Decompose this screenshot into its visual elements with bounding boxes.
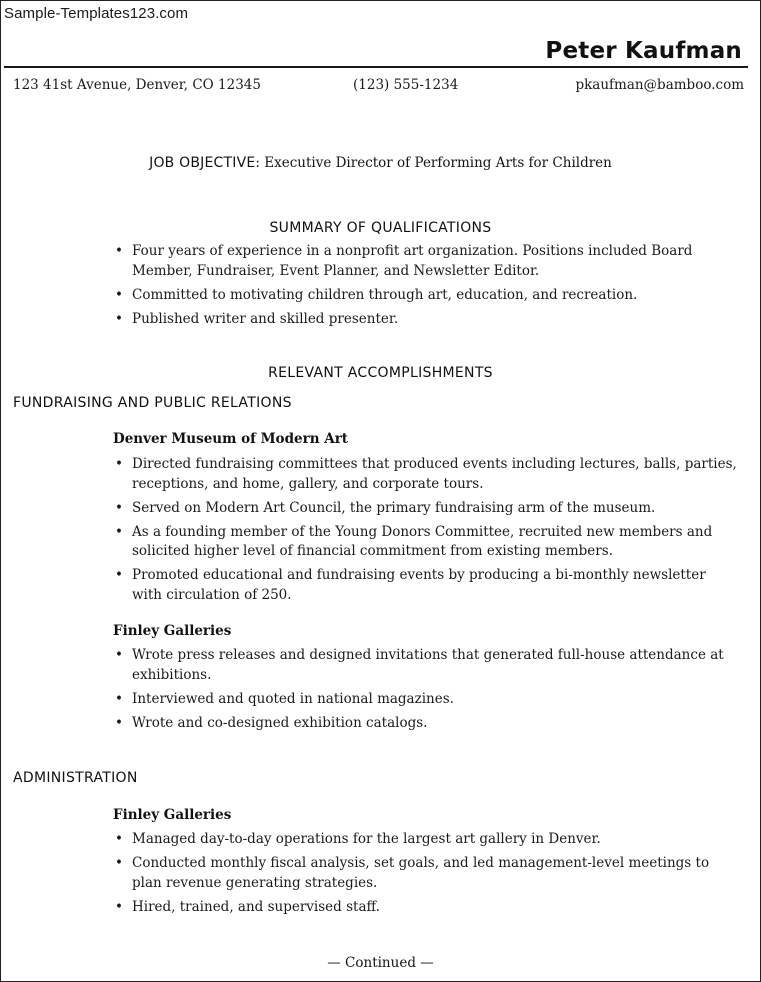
candidate-name: Peter Kaufman (545, 38, 742, 64)
list-item: • Four years of experience in a nonprofit art organization. Positions included Board Member, Fundraiser, Event Planner, and Newsletter Editor. (113, 242, 738, 281)
list-item: • Directed fundraising committees that produced events including lectures, balls, parties, receptions, and home, gallery, and corporate tours. (113, 455, 738, 494)
header-rule (4, 66, 748, 68)
accomplishments-heading: RELEVANT ACCOMPLISHMENTS (268, 365, 493, 381)
list-item: • Hired, trained, and supervised staff. (113, 898, 738, 918)
finley-pr-list (113, 646, 738, 738)
job-objective-label: JOB OBJECTIVE (149, 155, 256, 171)
job-objective-text: : Executive Director of Performing Arts for Children (255, 155, 612, 171)
org-finley-galleries-admin: Finley Galleries (113, 807, 232, 823)
list-item: • Committed to motivating children through art, education, and recreation. (113, 286, 738, 306)
category-administration: ADMINISTRATION (13, 770, 138, 786)
org-denver-museum: Denver Museum of Modern Art (113, 431, 349, 447)
job-objective (1, 155, 760, 171)
contact-address: 123 41st Avenue, Denver, CO 12345 (13, 77, 261, 93)
list-item: • Conducted monthly fiscal analysis, set goals, and led management-level meetings to plan revenue generating strategies. (113, 854, 738, 893)
list-item: • Interviewed and quoted in national magazines. (113, 690, 738, 710)
list-item: • As a founding member of the Young Donors Committee, recruited new members and solicited higher level of financial commitment from existing members. (113, 523, 738, 562)
list-item: • Promoted educational and fundraising events by producing a bi-monthly newsletter with circulation of 250. (113, 566, 738, 605)
org-finley-galleries-pr: Finley Galleries (113, 623, 232, 639)
list-item: • Published writer and skilled presenter. (113, 310, 738, 330)
denver-museum-list (113, 455, 738, 610)
continued-footer: — Continued — (327, 955, 434, 971)
summary-list (113, 242, 738, 334)
contact-phone: (123) 555-1234 (353, 77, 459, 93)
list-item: • Served on Modern Art Council, the primary fundraising arm of the museum. (113, 499, 738, 519)
list-item: • Wrote and co-designed exhibition catalogs. (113, 714, 738, 734)
category-fundraising: FUNDRAISING AND PUBLIC RELATIONS (13, 395, 292, 411)
list-item: • Wrote press releases and designed invitations that generated full-house attendance at exhibitions. (113, 646, 738, 685)
list-item: • Managed day-to-day operations for the largest art gallery in Denver. (113, 830, 738, 850)
contact-email: pkaufman@bamboo.com (575, 77, 744, 93)
summary-heading: SUMMARY OF QUALIFICATIONS (269, 220, 492, 236)
finley-admin-list (113, 830, 738, 922)
watermark-text: Sample-Templates123.com (4, 5, 189, 22)
